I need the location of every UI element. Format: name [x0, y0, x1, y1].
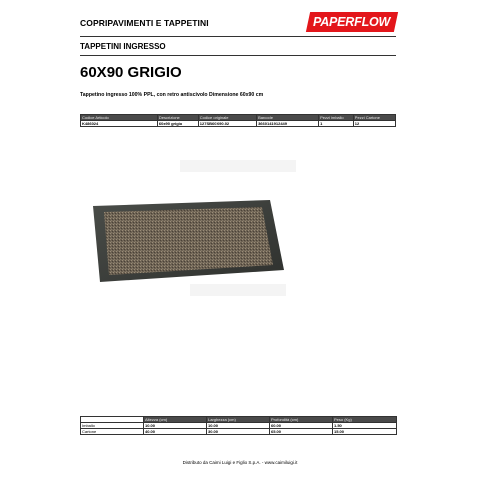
table-cell: 40.00 — [144, 429, 207, 435]
table-cell: 3660141912449 — [257, 121, 319, 127]
table-row — [81, 121, 396, 127]
header-cell: Codice Articolo — [81, 115, 158, 121]
table-cell: 30.00 — [207, 429, 270, 435]
packaging-table — [80, 416, 397, 435]
table-cell: 12 — [353, 121, 395, 127]
table-cell: 1 — [319, 121, 354, 127]
brand-name: PAPERFLOW — [313, 15, 391, 29]
header-cell: Barcode — [257, 115, 319, 121]
footer-distributor: Distributo da Caimi Luigi e Figlio S.p.A. - www.caimiluigi.it — [182, 460, 298, 465]
header-cell: Peso (Kg) — [333, 417, 397, 423]
doormat — [93, 200, 284, 282]
table-cell: 10.00 — [144, 423, 207, 429]
category-title: COPRIPAVIMENTI E TAPPETINI — [80, 18, 209, 28]
header-cell: Larghezza (cm) — [207, 417, 270, 423]
header-cell: Descrizione — [157, 115, 198, 121]
header-cell: Profondità (cm) — [270, 417, 333, 423]
row-label: Cartone — [81, 429, 144, 435]
product-image — [80, 158, 396, 308]
divider — [80, 36, 396, 37]
table-cell: K486024 — [81, 121, 158, 127]
table-cell: 10.00 — [207, 423, 270, 429]
header-cell: Pezzi imballo — [319, 115, 354, 121]
table-cell: 15.00 — [333, 429, 397, 435]
divider — [80, 55, 396, 56]
product-info-table — [80, 114, 396, 127]
table-row — [81, 429, 397, 435]
table-cell: 65.00 — [270, 429, 333, 435]
brand-logo — [306, 12, 398, 32]
product-title: 60X90 GRIGIO — [80, 64, 182, 81]
table-cell: 127SB60X90.02 — [198, 121, 256, 127]
table-cell: 1.50 — [333, 423, 397, 429]
header-cell: Pezzi Cartone — [353, 115, 395, 121]
header-cell: Altezza (cm) — [144, 417, 207, 423]
table-cell: 60x90 grigio — [157, 121, 198, 127]
subcategory-title: TAPPETINI INGRESSO — [80, 42, 166, 51]
row-label: Imballo — [81, 423, 144, 429]
table-cell: 60.00 — [270, 423, 333, 429]
product-description: Tappetino ingresso 100% PPL, con retro antiscivolo Dimensione 60x90 cm — [80, 92, 264, 98]
header-cell: Codice originale — [198, 115, 256, 121]
